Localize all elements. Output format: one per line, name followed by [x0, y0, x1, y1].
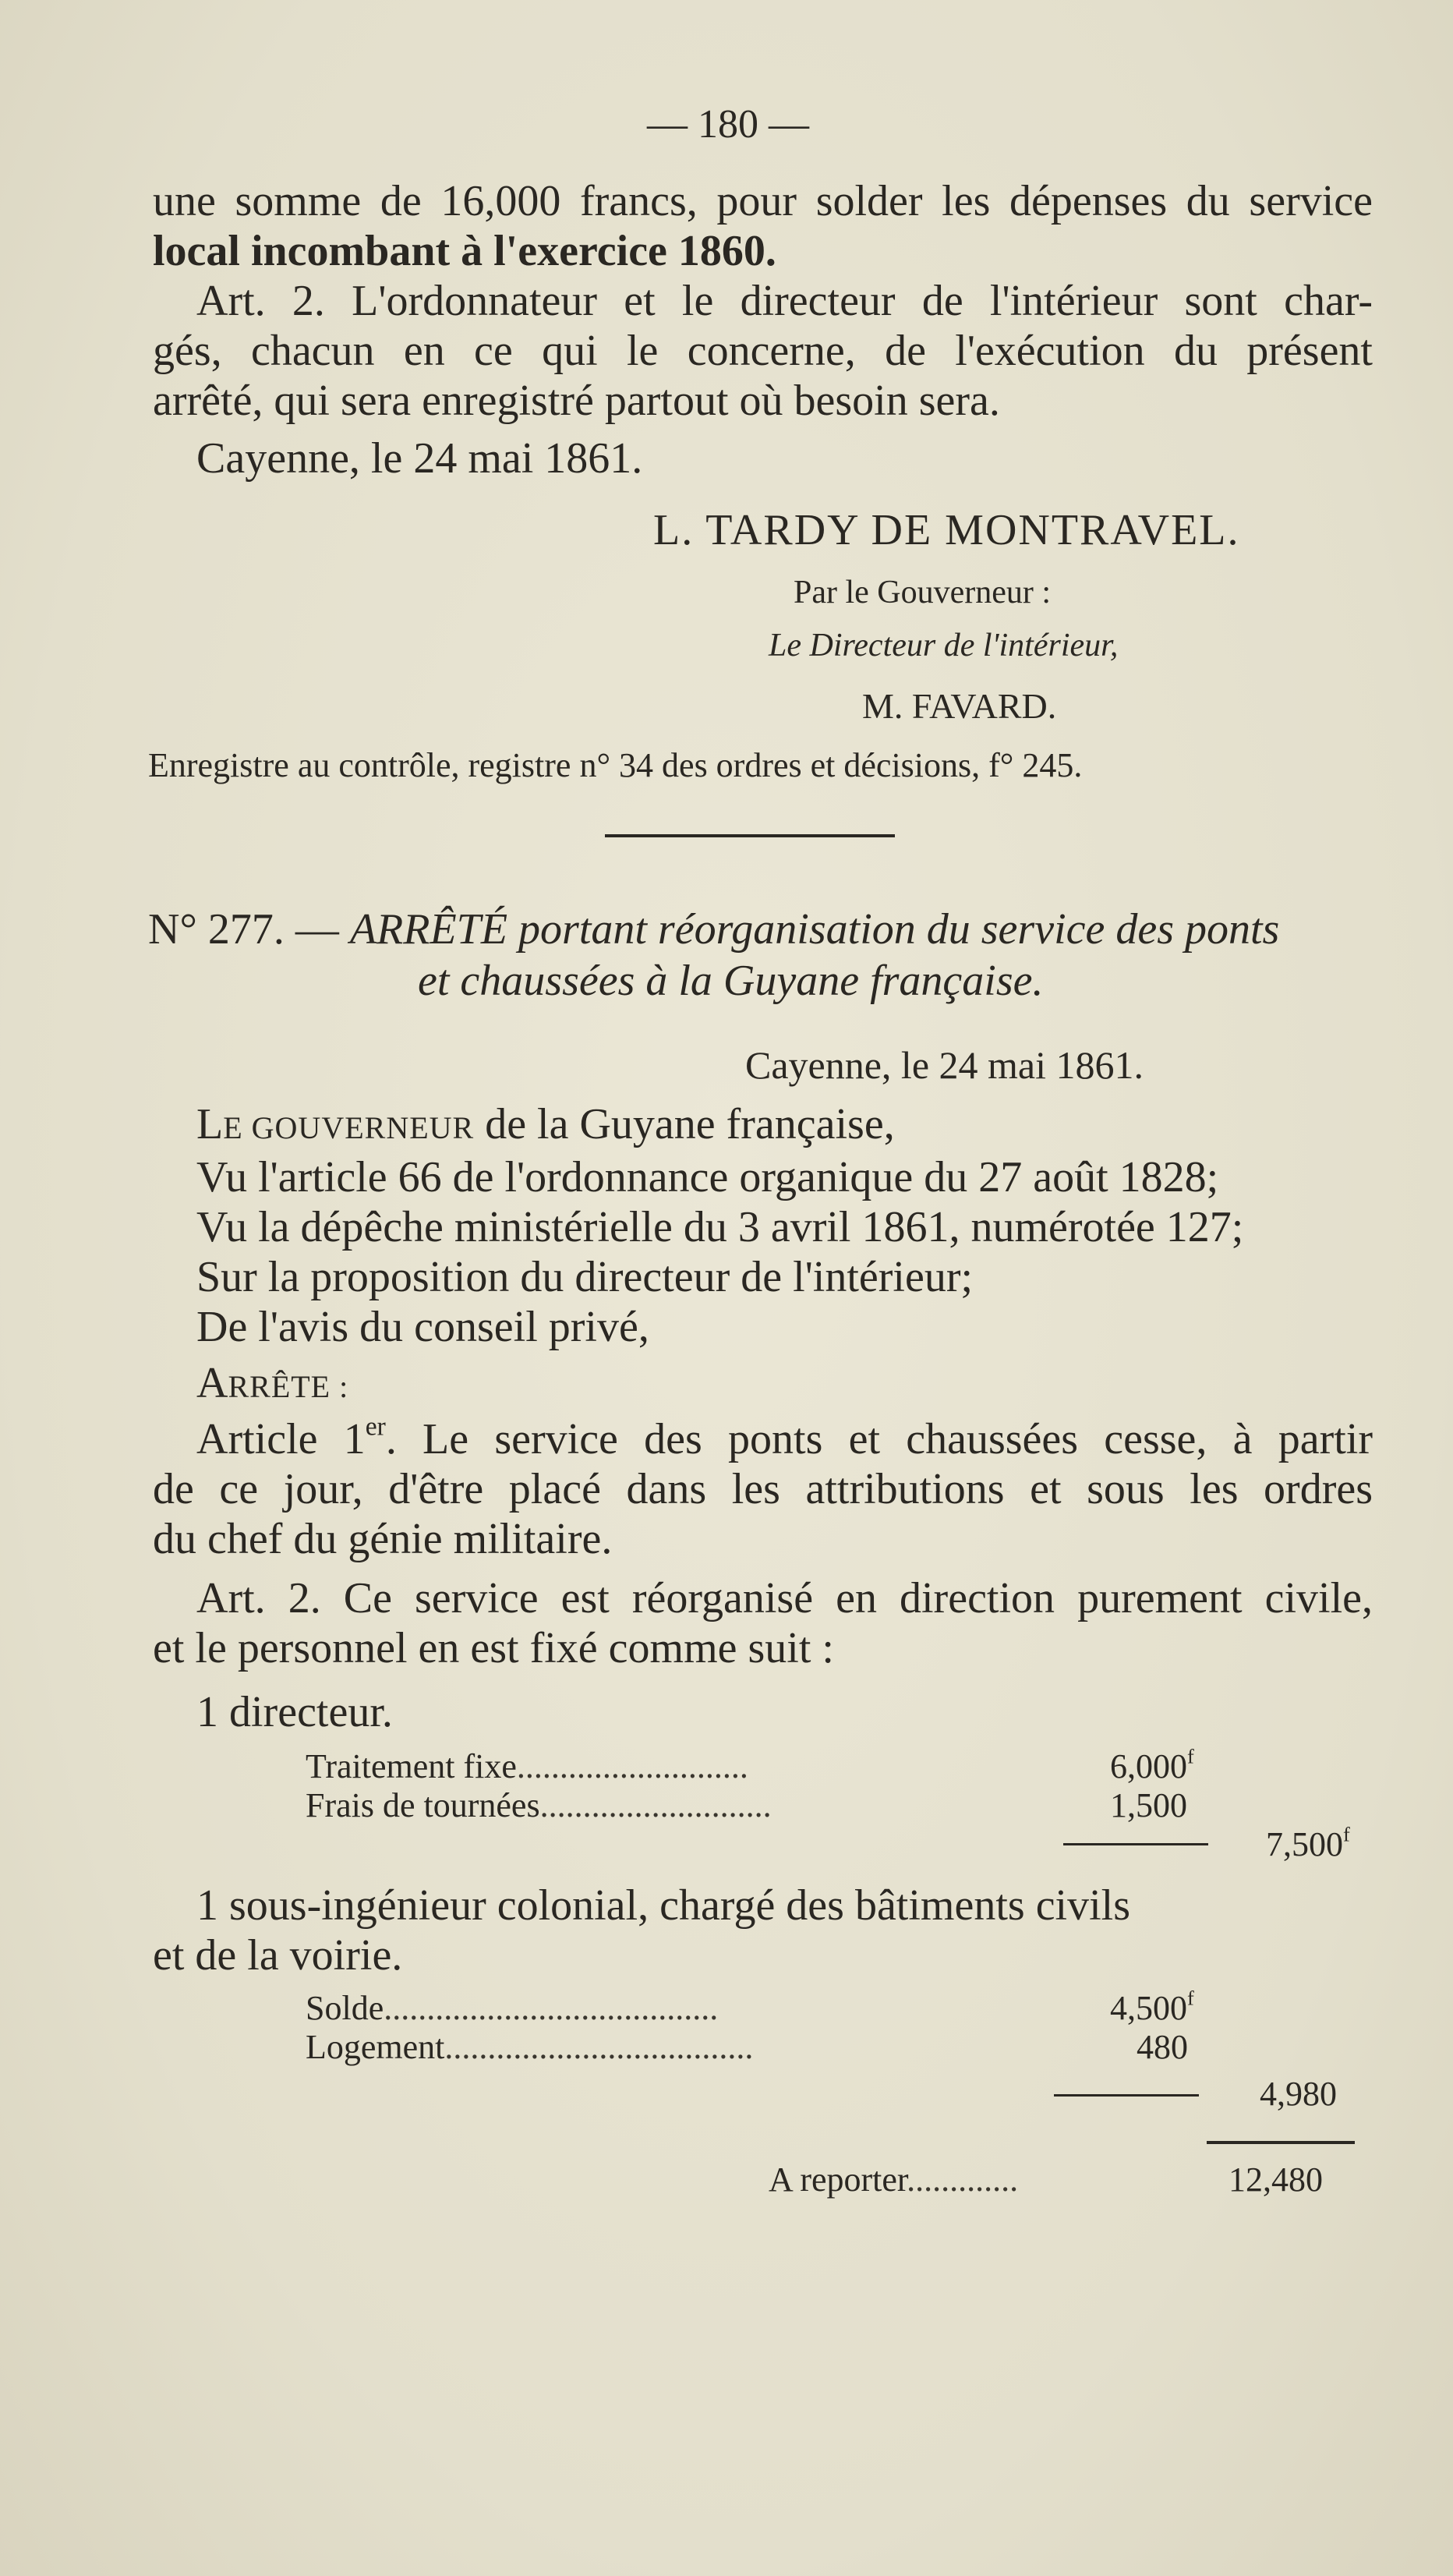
salary-item: Frais de tournées...........................: [306, 1786, 772, 1824]
position-title: 1 directeur.: [196, 1688, 393, 1736]
position-total: 7,500$^f$: [1266, 1822, 1350, 1863]
position-title: 1 sous-ingénieur colonial, chargé des bâtiments civils: [196, 1881, 1131, 1930]
carry-rule: [1207, 2141, 1355, 2144]
salary-item: Solde.......................................: [306, 1989, 719, 2027]
carry-forward: A reporter.............: [769, 2160, 1019, 2199]
decree-heading: [148, 904, 1279, 954]
article1-line: du chef du génie militaire.: [153, 1515, 613, 1563]
subtotal-rule: [1054, 2094, 1199, 2097]
par-le-gouverneur: Par le Gouverneur :: [794, 575, 1052, 610]
consideration-line: Vu la dépêche ministérielle du 3 avril 1861, numérotée 127;: [196, 1203, 1244, 1251]
consideration-line: Sur la proposition du directeur de l'intérieur;: [196, 1253, 974, 1301]
salary-amount: 1,500: [1110, 1786, 1187, 1824]
director-title: Le Directeur de l'intérieur,: [769, 628, 1119, 663]
text-line: Art. 2. L'ordonnateur et le directeur de l'intérieur sont char-: [196, 277, 1373, 325]
carry-amount: 12,480: [1229, 2160, 1323, 2199]
salary-amount: 4,500$^f$: [1110, 1986, 1194, 2027]
page-number: — 180 —: [647, 102, 809, 147]
signature: L. TARDY DE MONTRAVEL.: [653, 506, 1240, 554]
place-date: Cayenne, le 24 mai 1861.: [196, 434, 643, 483]
salary-item: Traitement fixe...........................: [306, 1747, 748, 1785]
text-line: une somme de 16,000 francs, pour solder les dépenses du service: [153, 177, 1373, 225]
director-name: M. FAVARD.: [862, 686, 1057, 726]
salary-item: Logement....................................: [306, 2028, 754, 2066]
text-line: local incombant à l'exercice 1860.: [153, 227, 776, 275]
consideration-line: Vu l'article 66 de l'ordonnance organique du 27 août 1828;: [196, 1153, 1219, 1201]
position-total: 4,980: [1260, 2075, 1337, 2113]
text-line: arrêté, qui sera enregistré partout où besoin sera.: [153, 377, 1000, 425]
article2-line: Art. 2. Ce service est réorganisé en direction purement civile,: [196, 1574, 1373, 1622]
position-title: et de la voirie.: [153, 1931, 403, 1980]
article1-line: de ce jour, d'être placé dans les attributions et sous les ordres: [153, 1465, 1373, 1513]
article2-line: et le personnel en est fixé comme suit :: [153, 1624, 834, 1672]
section-divider: [605, 834, 895, 837]
consideration-line: De l'avis du conseil privé,: [196, 1303, 649, 1351]
subtotal-rule: [1063, 1843, 1208, 1845]
article1-line: Article 1er. Le service des ponts et chaussées cesse, à partir: [196, 1412, 1373, 1463]
decree-title-cont: et chaussées à la Guyane française.: [418, 957, 1044, 1005]
text-line: gés, chacun en ce qui le concerne, de l'exécution du présent: [153, 327, 1373, 375]
decree-title: ARRÊTÉ portant réorganisation du service des ponts: [349, 905, 1280, 954]
gouverneur-line: LE GOUVERNEUR de la Guyane française,: [196, 1100, 895, 1148]
arrete-heading: ARRÊTE :: [196, 1359, 349, 1407]
decree-place-date: Cayenne, le 24 mai 1861.: [745, 1043, 1144, 1087]
decree-number: N° 277. —: [148, 905, 339, 954]
salary-amount: 6,000$^f$: [1110, 1744, 1194, 1785]
salary-amount: 480: [1137, 2028, 1188, 2066]
registration-note: Enregistre au contrôle, registre n° 34 des ordres et décisions, f° 245.: [148, 746, 1083, 784]
